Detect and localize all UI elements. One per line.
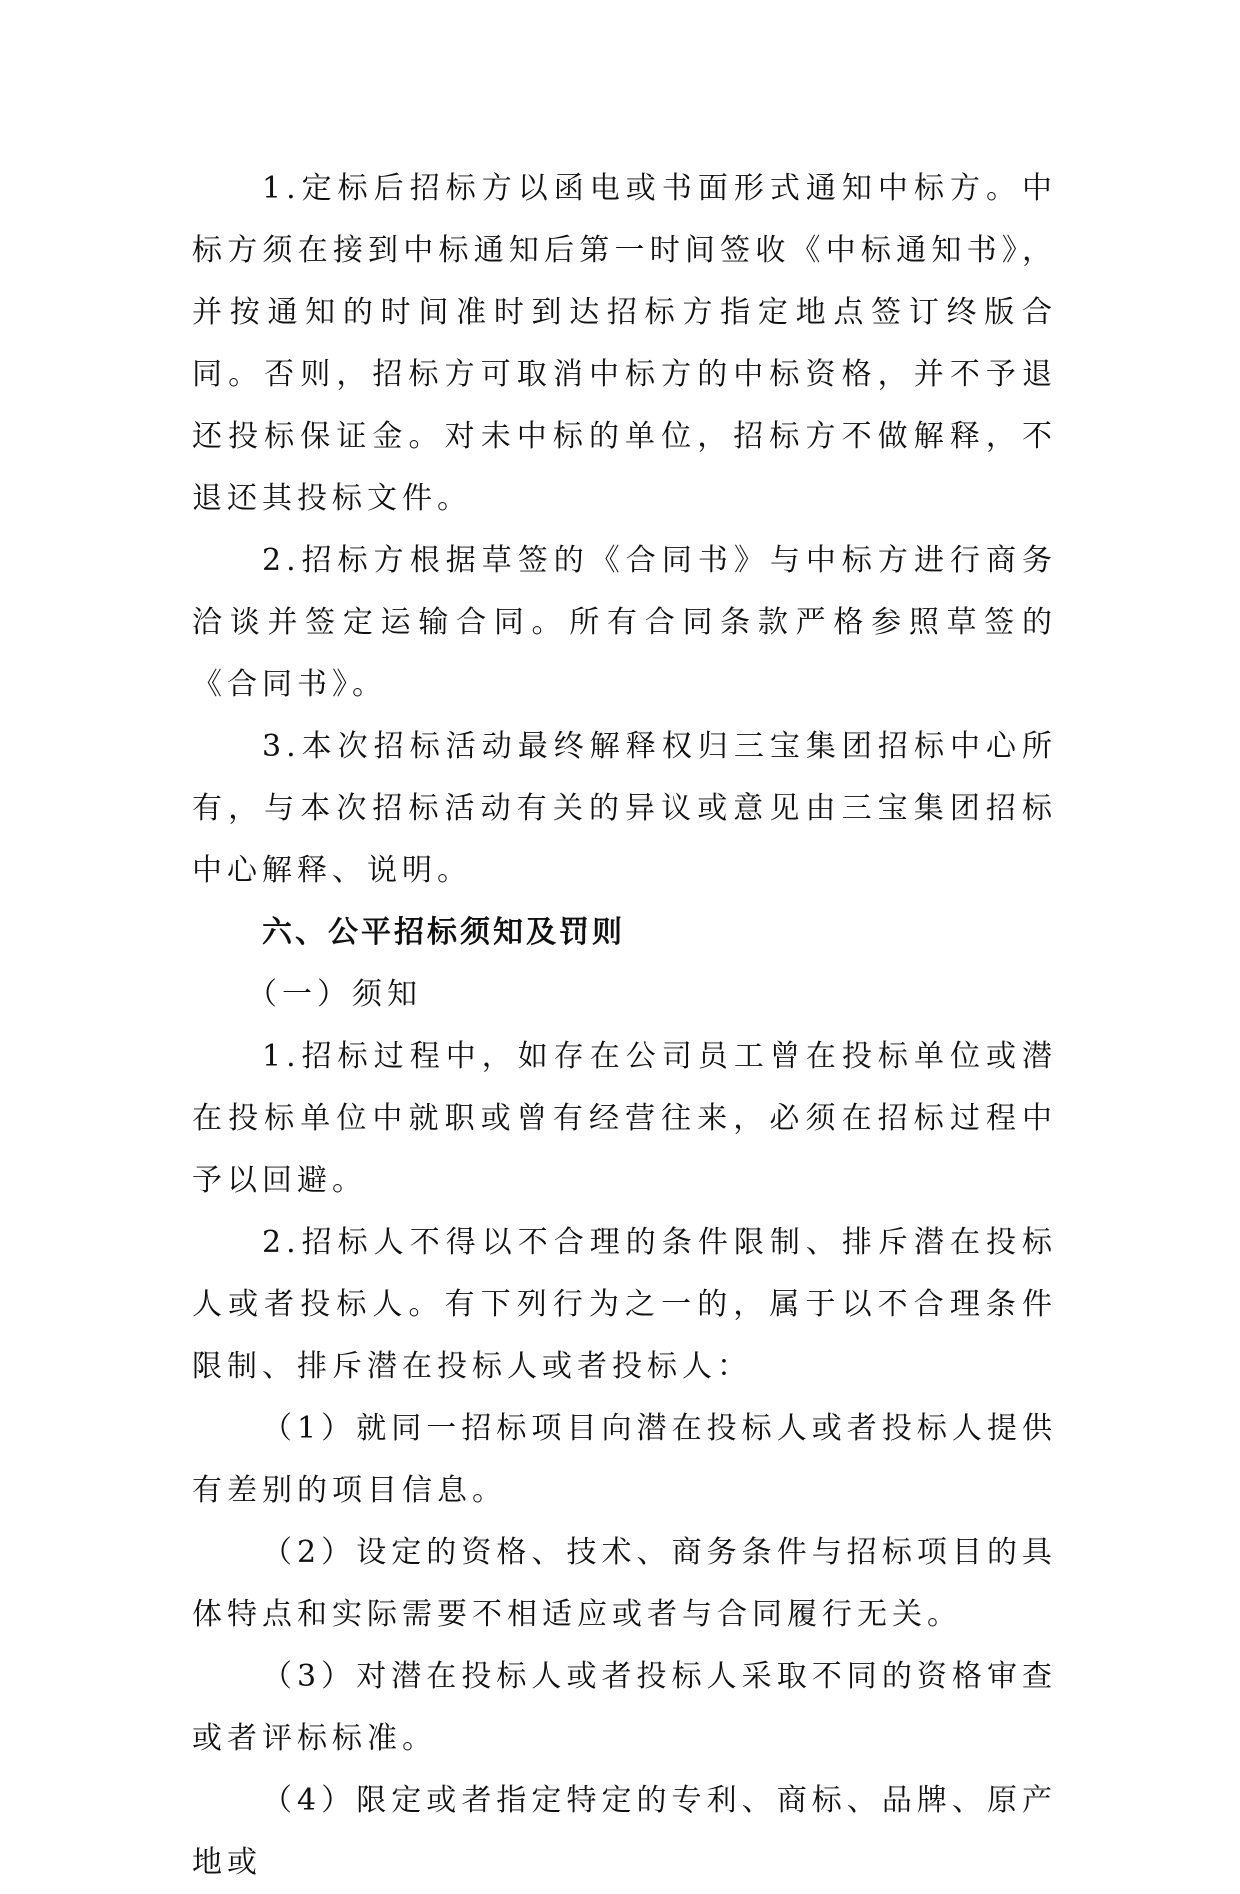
list-item-2: （2）设定的资格、技术、商务条件与招标项目的具体特点和实际需要不相适应或者与合同履行无关。 — [192, 1535, 1057, 1632]
paragraph-contract-negotiation: 2.招标方根据草签的《合同书》与中标方进行商务洽谈并签定运输合同。所有合同条款严格参照草签的《合同书》。 — [192, 543, 1057, 702]
list-item-4: （4）限定或者指定特定的专利、商标、品牌、原产地或 — [192, 1783, 1057, 1880]
paragraph-no-unreasonable-restriction: 2.招标人不得以不合理的条件限制、排斥潜在投标人或者投标人。有下列行为之一的，属于以不合理条件限制、排斥潜在投标人或者投标人： — [192, 1225, 1057, 1384]
section-heading-fair-bidding: 六、公平招标须知及罚则 — [262, 915, 625, 950]
list-item-1: （1）就同一招标项目向潜在投标人或者投标人提供有差别的项目信息。 — [192, 1411, 1057, 1508]
subsection-heading-notice: （一）须知 — [247, 977, 422, 1012]
document-body — [192, 158, 1057, 1894]
list-item-3: （3）对潜在投标人或者投标人采取不同的资格审查或者评标标准。 — [192, 1659, 1057, 1756]
paragraph-interpretation-right: 3.本次招标活动最终解释权归三宝集团招标中心所有，与本次招标活动有关的异议或意见由三宝集团招标中心解释、说明。 — [192, 729, 1057, 888]
paragraph-award-notice: 1.定标后招标方以函电或书面形式通知中标方。中标方须在接到中标通知后第一时间签收《中标通知书》，并按通知的时间准时到达招标方指定地点签订终版合同。否则，招标方可取消中标方的中标资格，并不予退还投标保证金。对未中标的单位，招标方不做解释，不退还其投标文件。 — [192, 171, 1057, 516]
paragraph-recusal: 1.招标过程中，如存在公司员工曾在投标单位或潜在投标单位中就职或曾有经营往来，必须在招标过程中予以回避。 — [192, 1039, 1057, 1198]
